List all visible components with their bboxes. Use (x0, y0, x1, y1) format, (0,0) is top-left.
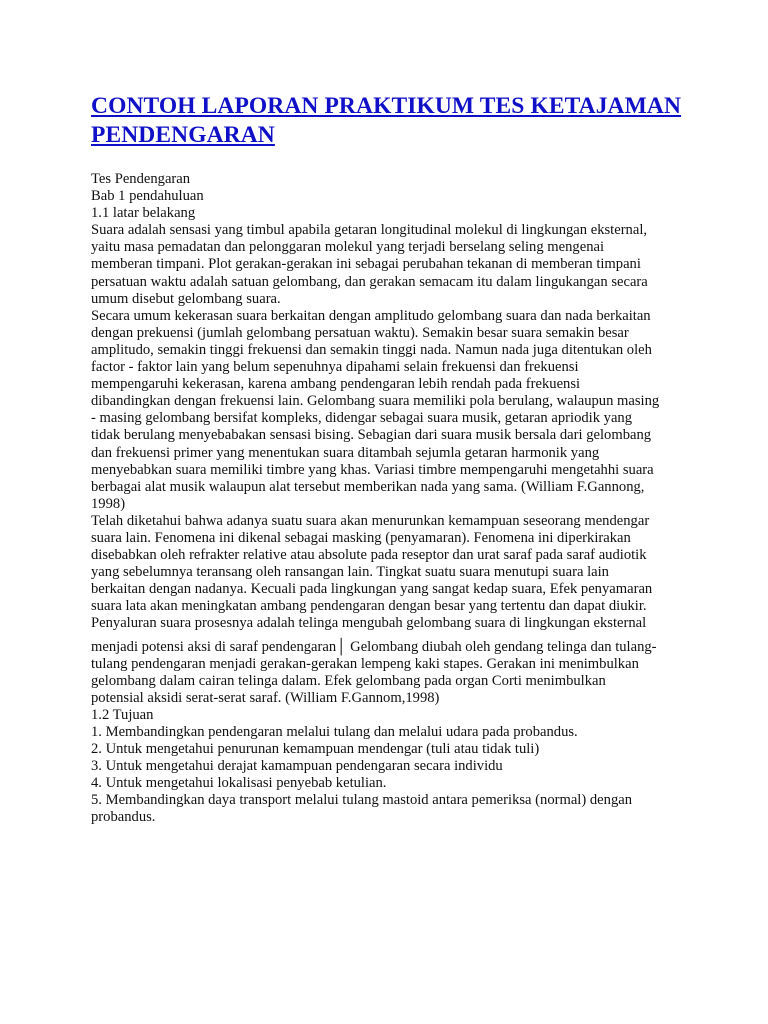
body-line: 1.1 latar belakang (91, 205, 196, 222)
body-line: gelombang dalam cairan telinga dalam. Efek gelombang pada organ Corti menimbulkan (91, 672, 606, 689)
body-line: yang sebelumnya teransang oleh ransangan lain. Tingkat suatu suara menutupi suara lain (91, 564, 609, 581)
body-line: amplitudo, semakin tinggi frekuensi dan semakin tinggi nada. Namun nada juga ditentukan oleh (91, 341, 652, 358)
body-line: Bab 1 pendahuluan (91, 188, 204, 205)
document-page (91, 92, 691, 827)
body-line: yaitu masa pemadatan dan pelonggaran molekul yang terjadi berselang seling mengenai (91, 239, 605, 256)
body-line: dengan prekuensi (jumlah gelombang persatuan waktu). Semakin besar suara semakin besar (91, 324, 629, 341)
body-line: berkaitan dengan nadanya. Kecuali pada lingkungan yang sangat kedap suara, Efek penyamaran (91, 581, 653, 598)
body-line: Telah diketahui bahwa adanya suatu suara akan menurunkan kemampuan seseorang mendengar (91, 512, 650, 529)
body-line: - masing gelombang bersifat kompleks, didengar sebagai suara musik, getaran apriodik yang (91, 410, 633, 427)
body-line: 4. Untuk mengetahui lokalisasi penyebab ketulian. (91, 775, 387, 792)
document-title-link[interactable] (91, 92, 691, 150)
body-line: persatuan waktu adalah satuan gelombang, dan gerakan semacam itu dalam lingukangan secara (91, 273, 648, 290)
body-line: 1998) (91, 495, 126, 512)
body-line: Suara adalah sensasi yang timbul apabila getaran longitudinal molekul di lingkungan eksternal, (91, 222, 648, 239)
body-line: tulang pendengaran menjadi gerakan-gerakan lempeng kaki stapes. Gerakan ini menimbulkan (91, 655, 639, 672)
body-line: 1. Membandingkan pendengaran melalui tulang dan melalui udara pada probandus. (91, 724, 578, 740)
body-line: 2. Untuk mengetahui penurunan kemampuan mendengar (tuli atau tidak tuli) (91, 741, 540, 758)
body-line: Penyaluran suara prosesnya adalah telinga mengubah gelombang suara di lingkungan eksternal (91, 615, 647, 632)
body-line: potensial aksidi serat-serat saraf. (William F.Gannom,1998) (91, 689, 440, 706)
body-line: menyebabkan suara memiliki timbre yang khas. Variasi timbre mempengaruhi mengetahhi suara (91, 461, 654, 478)
body-line: Secara umum kekerasan suara berkaitan dengan amplitudo gelombang suara dan nada berkaitan (91, 307, 651, 324)
title-line: PENDENGARAN (91, 122, 275, 148)
body-line: dan frekuensi primer yang menentukan suara ditambah sejumla getaran harmonik yang (91, 444, 600, 461)
body-line: berbagai alat musik walaupun alat tersebut memberikan nada yang sama. (William F.Gannong, (91, 478, 645, 495)
body-line: probandus. (91, 809, 156, 826)
body-line: tidak berulang menyebabakan sensasi bising. Sebagian dari suara musik bersala dari gelombang (91, 427, 652, 444)
body-line: factor - faktor lain yang belum sepenuhnya dipahami selain frekuensi dan frekuensi (91, 359, 579, 376)
document-body (91, 171, 691, 827)
body-line: memberan timpani. Plot gerakan-gerakan ini sebagai perubahan tekanan di memberan timpani (91, 256, 641, 273)
title-line: CONTOH LAPORAN PRAKTIKUM TES KETAJAMAN (91, 93, 682, 119)
body-line: suara lain. Fenomena ini dikenal sebagai masking (penyamaran). Fenomena ini diperkirakan (91, 529, 631, 546)
body-line: mempengaruhi kekerasan, karena ambang pendengaran lebih rendah pada frekuensi (91, 376, 581, 393)
body-line: disebabkan oleh refrakter relative atau absolute pada reseptor dan urat saraf pada saraf audiotik (91, 547, 647, 564)
body-line: 1.2 Tujuan (91, 706, 154, 723)
body-line: umum disebut gelombang suara. (91, 290, 281, 307)
body-line: dibandingkan dengan frekuensi lain. Gelombang suara memiliki pola berulang, walaupun masing (91, 393, 660, 410)
body-line: 3. Untuk mengetahui derajat kamampuan pendengaran secara individu (91, 758, 503, 775)
body-line: suara lata akan meningkatan ambang pendengaran dengan besar yang tertentu dan dapat diukir. (91, 598, 647, 615)
body-line: Tes Pendengaran (91, 171, 191, 187)
body-line: menjadi potensi aksi di saraf pendengaran│ Gelombang diubah oleh gendang telinga dan tulang- (91, 638, 657, 655)
body-line: 5. Membandingkan daya transport melalui tulang mastoid antara pemeriksa (normal) dengan (91, 792, 633, 809)
